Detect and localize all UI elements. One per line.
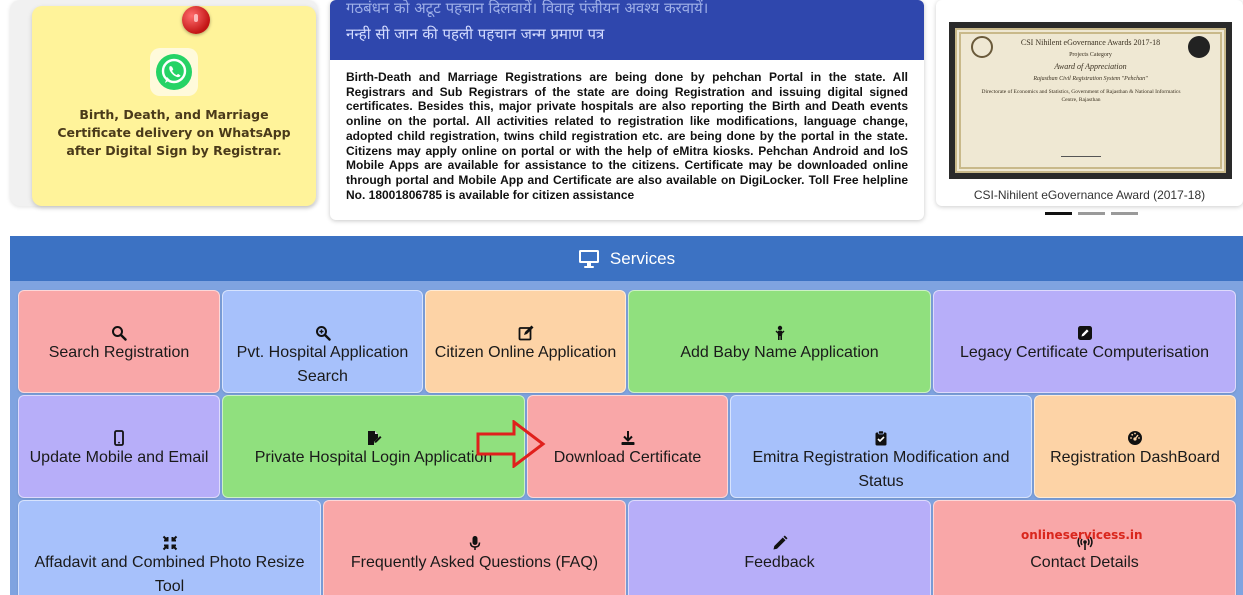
tile-feedback[interactable] [628,500,931,595]
carousel-indicator[interactable] [1078,212,1105,215]
cert-project: Rajasthan Civil Registration System "Pehchan" [1033,76,1148,82]
search-icon [111,325,127,341]
annotation-arrow-icon [476,420,546,468]
download-icon [620,430,636,446]
tile-label: Add Baby Name Application [680,344,879,361]
tile-label: Frequently Asked Questions (FAQ) [350,554,599,571]
monitor-icon [578,249,600,269]
carousel-indicators[interactable] [1045,212,1138,216]
notice-card [10,0,318,206]
tile-label: Affadavit and Combined Photo Resize Tool [34,554,305,595]
banner-line-1: गठबंधन को अटूट पहचान दिलवायें। विवाह पंजीयन अवश्य करवायें। [346,0,709,17]
tile-pvt-hospital-search[interactable] [222,290,423,393]
tile-label: Legacy Certificate Computerisation [959,344,1209,361]
cert-org: Directorate of Economics and Statistics, Government of Rajasthan & National Informatics Centre, Rajasthan [981,89,1181,103]
tile-download-certificate[interactable] [527,395,728,498]
carousel-indicator[interactable] [1045,212,1072,215]
cert-title: CSI Nihilent eGovernance Awards 2017-18 [1020,38,1161,47]
whatsapp-notice [32,6,316,206]
tile-label: Private Hospital Login Application [254,449,493,466]
award-caption: CSI-Nihilent eGovernance Award (2017-18) [973,188,1206,202]
signature [1061,147,1101,157]
tile-label: Citizen Online Application [434,344,617,361]
whatsapp-notice-text: Birth, Death, and Marriage Certificate delivery on WhatsApp after Digital Sign by Registrar. [57,107,291,158]
edit-icon [518,325,534,341]
cert-award: Award of Appreciation [1054,62,1127,71]
tile-add-baby-name[interactable] [628,290,931,393]
dashboard-icon [1127,430,1143,446]
compress-icon [162,535,178,551]
banner-line-2: नन्ही सी जान की पहली पहचान जन्म प्रमाण पत्र [346,25,605,43]
tile-label: Emitra Registration Modification and Status [752,449,1010,490]
services-header [10,236,1243,281]
award-certificate-image [949,22,1232,179]
carousel-indicator[interactable] [1111,212,1138,215]
tile-label: Update Mobile and Email [29,449,209,466]
watermark: onlineservicess.in [1021,528,1143,542]
tile-label: Contact Details [1030,554,1139,571]
pen-square-icon [1077,325,1093,341]
tile-label: Search Registration [48,344,190,361]
tile-emitra-registration[interactable] [730,395,1032,498]
search-plus-icon [315,325,331,341]
child-icon [772,325,788,341]
tile-label: Pvt. Hospital Application Search [236,344,409,385]
file-signature-icon [366,430,382,446]
tile-label: Registration DashBoard [1050,449,1220,466]
pencil-icon [772,535,788,551]
tile-label: Feedback [744,554,815,571]
info-card [330,0,924,220]
hindi-banner [330,0,924,60]
tile-faq[interactable] [323,500,626,595]
tile-affadavit-photo-resize[interactable] [18,500,321,595]
tile-citizen-online-application[interactable] [425,290,626,393]
whatsapp-icon [150,48,198,96]
tile-search-registration[interactable] [18,290,220,393]
mobile-icon [111,430,127,446]
services-title: Services [609,248,676,268]
pushpin-icon [182,6,210,34]
award-carousel[interactable] [936,0,1243,206]
tile-legacy-certificate[interactable] [933,290,1236,393]
clipboard-check-icon [873,430,889,446]
tile-label: Download Certificate [553,449,702,466]
tile-registration-dashboard[interactable] [1034,395,1236,498]
microphone-icon [467,535,483,551]
tile-update-mobile-email[interactable] [18,395,220,498]
portal-description: Birth-Death and Marriage Registrations are being done by pehchan Portal in the state. All Registrars and Sub Registrars of the state are doing Registration and issuing digital signed certificates. Besides this, major private hospitals are also reporting the Birth and Death events online on the portal. All activities related to registration like modifications, language change, adopted child registration, twins child registration etc. are being done by the portal in the state. Citizens may apply online on portal or with the help of eMitra kiosks. Pehchan Android and IoS Mobile Apps are available for assistance to the citizens. Certificate may be downloaded online through portal and Mobile App and Certificate are also available on DigiLocker. Toll Free helpline No. 18001806785 is available for citizen assistance [346,70,908,202]
tile-contact-details[interactable] [933,500,1236,595]
cert-category: Projects Category [1069,52,1112,58]
